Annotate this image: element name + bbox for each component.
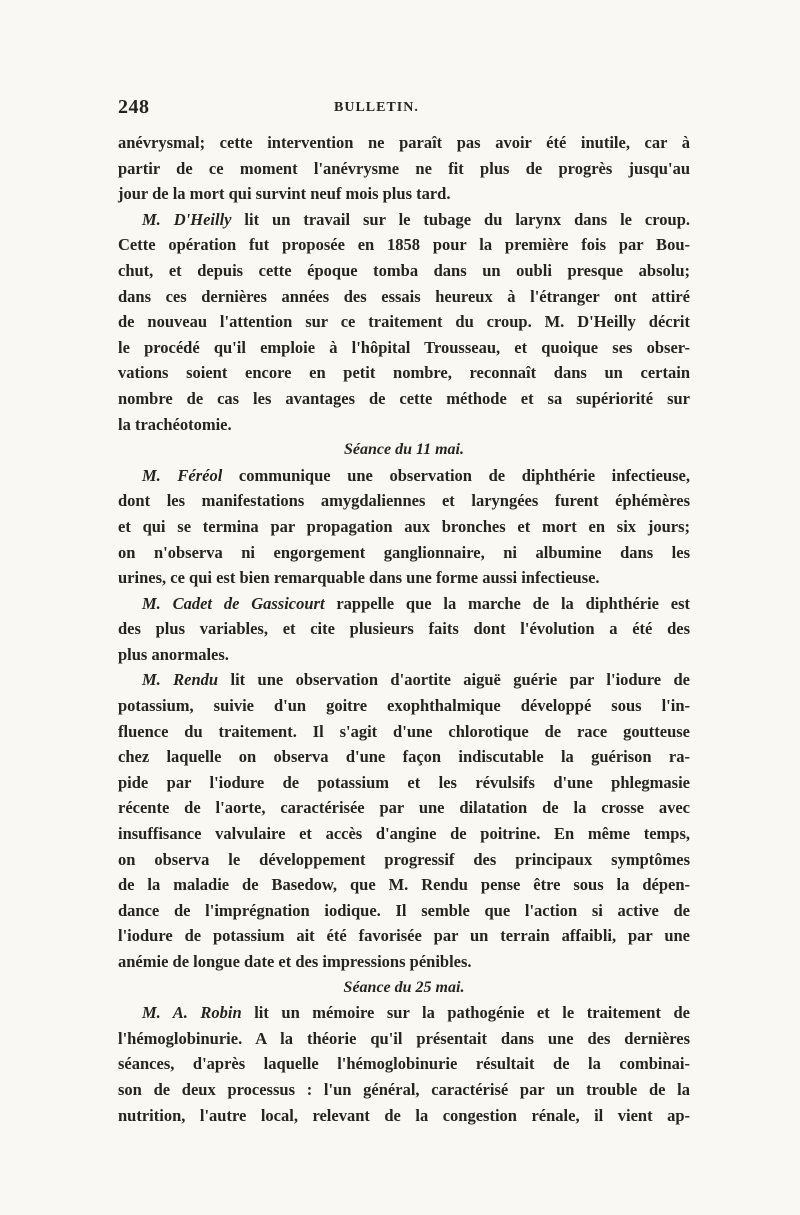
session-heading: Séance du 25 mai.	[343, 978, 465, 996]
text-line: dance de l'imprégnation iodique. Il semble que l'action si active de	[118, 900, 690, 920]
running-head	[118, 96, 690, 122]
text-line: fluence du traitement. Il s'agit d'une chlorotique de race goutteuse	[118, 721, 690, 741]
text-line: dans ces dernières années des essais heureux à l'étranger ont attiré	[118, 286, 690, 306]
text-line: chez laquelle on observa d'une façon indiscutable la guérison ra-	[118, 747, 690, 767]
text-line: M. A. Robin lit un mémoire sur la pathogénie et le traitement de	[142, 1003, 690, 1023]
text-line: Cette opération fut proposée en 1858 pour la première fois par Bou-	[118, 235, 690, 255]
text-line: anémie de longue date et des impressions pénibles.	[118, 952, 472, 971]
text-line: insuffisance valvulaire et accès d'angine de poitrine. En même temps,	[118, 824, 690, 844]
text-line: nutrition, l'autre local, relevant de la congestion rénale, il vient ap-	[118, 1105, 690, 1125]
text-line: M. Cadet de Gassicourt rappelle que la marche de la diphthérie est	[142, 593, 690, 613]
session-heading: Séance du 11 mai.	[343, 441, 464, 459]
text-line: plus anormales.	[118, 644, 229, 664]
text-line: anévrysmal; cette intervention ne paraît pas avoir été inutile, car à	[118, 133, 690, 152]
text-line: et qui se termina par propagation aux bronches et mort en six jours;	[118, 516, 690, 536]
text-line: séances, d'après laquelle l'hémoglobinurie résultait de la combinai-	[118, 1054, 690, 1074]
text-line: urines, ce qui est bien remarquable dans une forme aussi infectieuse.	[118, 568, 600, 588]
text-line: jour de la mort qui survint neuf mois plus tard.	[118, 184, 451, 204]
text-line: vations soient encore en petit nombre, reconnaît dans un certain	[118, 363, 690, 383]
text-line: des plus variables, et cite plusieurs faits dont l'évolution a été des	[118, 619, 690, 639]
text-line: dont les manifestations amygdaliennes et laryngées furent éphémères	[118, 491, 690, 511]
running-title: BULLETIN.	[334, 100, 419, 115]
text-line: pide par l'iodure de potassium et les révulsifs d'une phlegmasie	[118, 772, 690, 792]
text-line: l'iodure de potassium ait été favorisée par un terrain affaibli, par une	[118, 926, 690, 946]
text-line: M. Féréol communique une observation de diphthérie infectieuse,	[142, 465, 690, 485]
text-line: on observa le développement progressif des principaux symptômes	[118, 849, 690, 869]
text-line: M. D'Heilly lit un travail sur le tubage du larynx dans le croup.	[142, 209, 691, 229]
text-line: de nouveau l'attention sur ce traitement du croup. M. D'Heilly décrit	[118, 312, 690, 332]
body-text	[118, 130, 690, 1128]
text-line: récente de l'aorte, caractérisée par une dilatation de la crosse avec	[118, 798, 690, 818]
text-line: potassium, suivie d'un goitre exophthalmique développé sous l'in-	[118, 696, 690, 716]
text-line: on n'observa ni engorgement ganglionnaire, ni albumine dans les	[118, 542, 690, 562]
page-number: 248	[118, 96, 150, 118]
text-line: son de deux processus : l'un général, caractérisé par un trouble de la	[118, 1079, 690, 1099]
text-line: partir de ce moment l'anévrysme ne fit plus de progrès jusqu'au	[118, 158, 690, 178]
text-line: M. Rendu lit une observation d'aortite aiguë guérie par l'iodure de	[142, 670, 690, 690]
text-line: nombre de cas les avantages de cette méthode et sa supériorité sur	[118, 388, 690, 408]
text-line: le procédé qu'il emploie à l'hôpital Trousseau, et quoique ses obser-	[118, 337, 690, 357]
text-line: de la maladie de Basedow, que M. Rendu pense être sous la dépen-	[118, 875, 690, 895]
text-line: l'hémoglobinurie. A la théorie qu'il présentait dans une des dernières	[118, 1028, 690, 1048]
text-line: chut, et depuis cette époque tomba dans un oubli presque absolu;	[118, 260, 690, 280]
text-line: la trachéotomie.	[118, 414, 232, 434]
